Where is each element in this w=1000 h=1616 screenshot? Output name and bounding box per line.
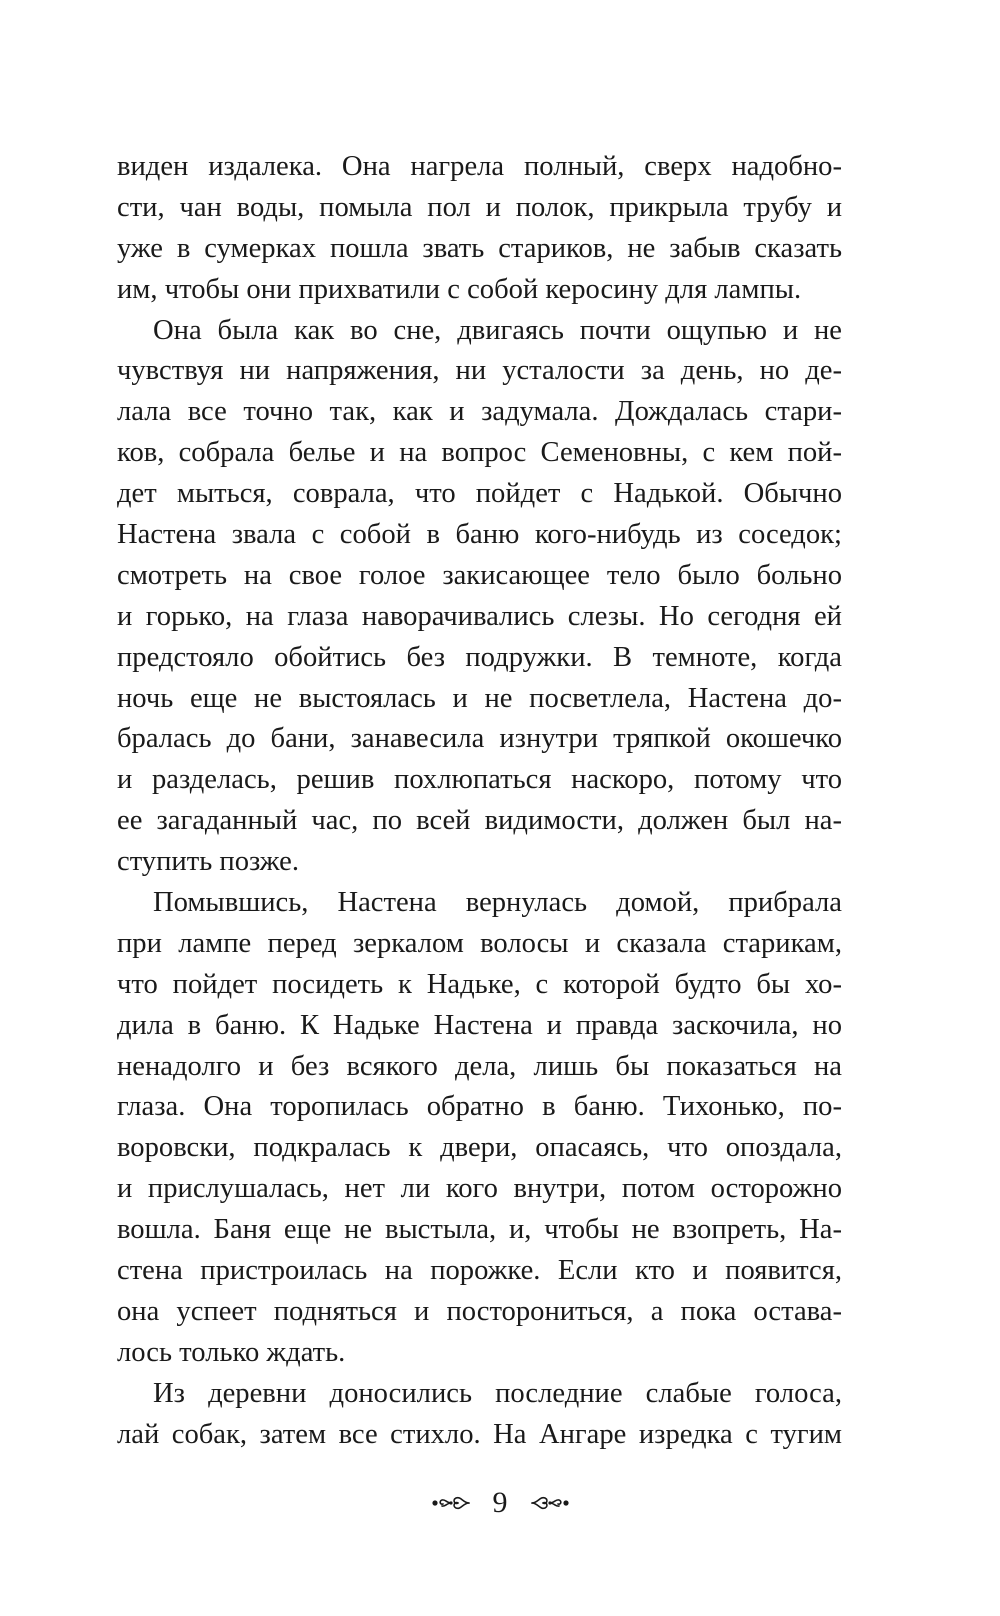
text-line: лала все точно так, как и задумала. Дождалась стари- xyxy=(117,396,842,428)
text-line: предстояло обойтись без подружки. В темноте, когда xyxy=(117,641,842,673)
text-line: дет мыться, соврала, что пойдет с Надькой. Обычно xyxy=(117,478,842,510)
text-line: ее загаданный час, по всей видимости, должен был на- xyxy=(117,805,842,837)
text-line: при лампе перед зеркалом волосы и сказала старикам, xyxy=(117,927,842,959)
text-line: сти, чан воды, помыла пол и полок, прикрыла трубу и xyxy=(117,191,842,223)
text-line: лось только ждать. xyxy=(117,1336,346,1368)
text-line: уже в сумерках пошла звать стариков, не забыв сказать xyxy=(117,232,842,264)
text-line: воровски, подкралась к двери, опасаясь, что опоздала, xyxy=(117,1132,842,1164)
text-line: Из деревни доносились последние слабые голоса, xyxy=(153,1377,842,1409)
text-line: ненадолго и без всякого дела, лишь бы показаться на xyxy=(117,1050,842,1082)
text-line: смотреть на свое голое закисающее тело было больно xyxy=(117,559,842,591)
text-line: Помывшись, Настена вернулась домой, прибрала xyxy=(153,887,842,919)
text-line: вошла. Баня еще не выстыла, и, чтобы не взопреть, На- xyxy=(117,1214,842,1246)
paragraph xyxy=(117,311,842,883)
text-line: виден издалека. Она нагрела полный, сверх надобно- xyxy=(117,151,842,182)
text-line: дила в баню. К Надьке Настена и правда заскочила, но xyxy=(117,1009,842,1041)
text-line: ков, собрала белье и на вопрос Семеновны, с кем пой- xyxy=(117,437,842,469)
body-text xyxy=(117,147,842,1456)
text-line: ступить позже. xyxy=(117,846,299,878)
text-line: и горько, на глаза наворачивались слезы. Но сегодня ей xyxy=(117,600,842,632)
paragraph xyxy=(117,147,842,311)
text-line: что пойдет посидеть к Надьке, с которой будто бы хо- xyxy=(117,968,842,1000)
text-line: и разделась, решив похлюпаться наскоро, потому что xyxy=(117,764,842,796)
text-line: стена пристроилась на порожке. Если кто и появится, xyxy=(117,1255,842,1287)
flourish-right-icon xyxy=(530,1492,570,1514)
text-line: лай собак, затем все стихло. На Ангаре изредка с тугим xyxy=(117,1418,842,1450)
text-line: и прислушалась, нет ли кого внутри, потом осторожно xyxy=(117,1173,842,1205)
page-number: 9 xyxy=(492,1486,508,1519)
text-line: глаза. Она торопилась обратно в баню. Тихонько, по- xyxy=(117,1091,842,1123)
flourish-left-icon xyxy=(431,1492,471,1514)
page-footer xyxy=(0,1481,1000,1525)
text-line: бралась до бани, занавесила изнутри тряпкой окошечко xyxy=(117,723,842,755)
text-line: им, чтобы они прихватили с собой керосину для лампы. xyxy=(117,273,802,305)
text-line: она успеет подняться и посторониться, а пока остава- xyxy=(117,1295,842,1327)
text-line: Настена звала с собой в баню кого-нибудь из соседок; xyxy=(117,519,842,551)
text-line: ночь еще не выстоялась и не посветлела, Настена до- xyxy=(117,682,842,714)
text-line: чувствуя ни напряжения, ни усталости за день, но де- xyxy=(117,355,842,387)
paragraph xyxy=(117,883,842,1374)
paragraph xyxy=(117,1374,842,1456)
text-line: Она была как во сне, двигаясь почти ощупью и не xyxy=(153,314,842,346)
